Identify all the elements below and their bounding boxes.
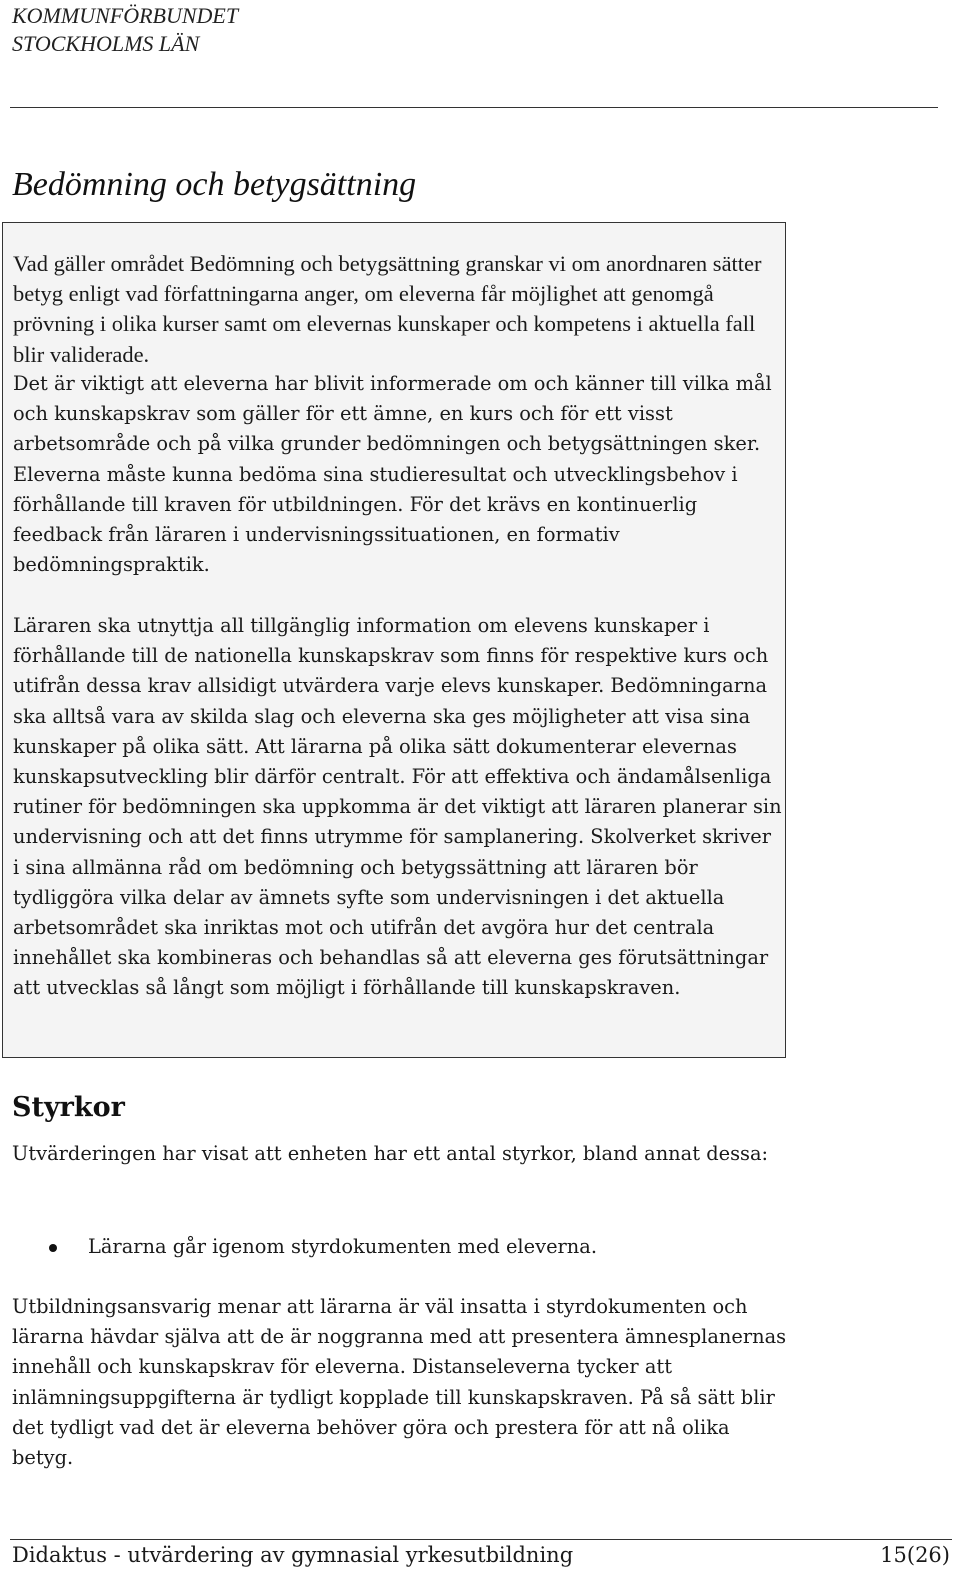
info-box xyxy=(2,222,786,1058)
page-header xyxy=(12,2,238,58)
styrkor-bullet-list xyxy=(12,1232,772,1262)
header-divider xyxy=(10,107,938,108)
header-org-line1: KOMMUNFÖRBUNDET xyxy=(12,3,239,28)
list-item-text: Lärarna går igenom styrdokumenten med eleverna. xyxy=(88,1235,598,1258)
styrkor-body: Utbildningsansvarig menar att lärarna är väl insatta i styrdokumenten och lärarna hävdar själva att de är noggranna med att presentera ämnesplanernas innehåll och kunskapskrav för eleverna. Distanseleverna tycker att inlämningsuppgifterna är tydligt kopplade till kunskapskraven. På så sätt blir det tydligt vad det är eleverna behöver göra och prestera för att nå olika betyg. xyxy=(12,1295,787,1470)
footer-document-title: Didaktus - utvärdering av gymnasial yrkesutbildning xyxy=(12,1543,574,1567)
info-box-paragraph-3: Läraren ska utnyttja all tillgänglig information om elevens kunskaper i förhållande till de nationella kunskapskrav som finns för respektive kurs och utifrån dessa krav allsidigt utvärdera varje elevs kunskaper. Bedömningarna ska alltså vara av skilda slag och eleverna ska ges möjligheter att visa sina kunskaper på olika sätt. Att lärarna på olika sätt dokumenterar elevernas kunskapsutveckling blir därför centralt. För att effektiva och ändamålsenliga rutiner för bedömningen ska uppkomma är det viktigt att läraren planerar sin undervisning och att det finns utrymme för samplanering. Skolverket skriver i sina allmänna råd om bedömning och betygssättning att läraren bör tydliggöra vilka delar av ämnets syfte som undervisningen i det aktuella arbetsområdet ska inriktas mot och utifrån det avgöra hur det centrala innehållet ska kombineras och behandlas så att eleverna ges förutsättningar att utvecklas så långt som möjligt i förhållande till kunskapskraven. xyxy=(13,614,782,1000)
footer-page-number: 15(26) xyxy=(880,1543,950,1567)
list-item xyxy=(12,1232,772,1262)
info-box-paragraph-2: Det är viktigt att eleverna har blivit informerade om och känner till vilka mål och kunskapskrav som gäller för ett ämne, en kurs och för ett visst arbetsområde och på vilka grunder bedömningen och betygsättningen sker. Eleverna måste kunna bedöma sina studieresultat och utvecklingsbehov i förhållande till kraven för utbildningen. För det krävs en kontinuerlig feedback från läraren i undervisningssituationen, en formativ bedömningspraktik. xyxy=(13,372,772,577)
bullet-icon xyxy=(49,1244,57,1252)
styrkor-heading: Styrkor xyxy=(12,1092,125,1123)
section-title: Bedömning och betygsättning xyxy=(12,166,417,203)
header-org-line2: STOCKHOLMS LÄN xyxy=(12,31,200,56)
info-box-paragraph-1: Vad gäller området Bedömning och betygsättning granskar vi om anordnaren sätter betyg enligt vad författningarna anger, om eleverna får möjlighet att genomgå prövning i olika kurser samt om elevernas kunskaper och kompetens i aktuella fall blir validerade. xyxy=(13,251,762,367)
styrkor-intro: Utvärderingen har visat att enheten har ett antal styrkor, bland annat dessa: xyxy=(12,1142,769,1165)
